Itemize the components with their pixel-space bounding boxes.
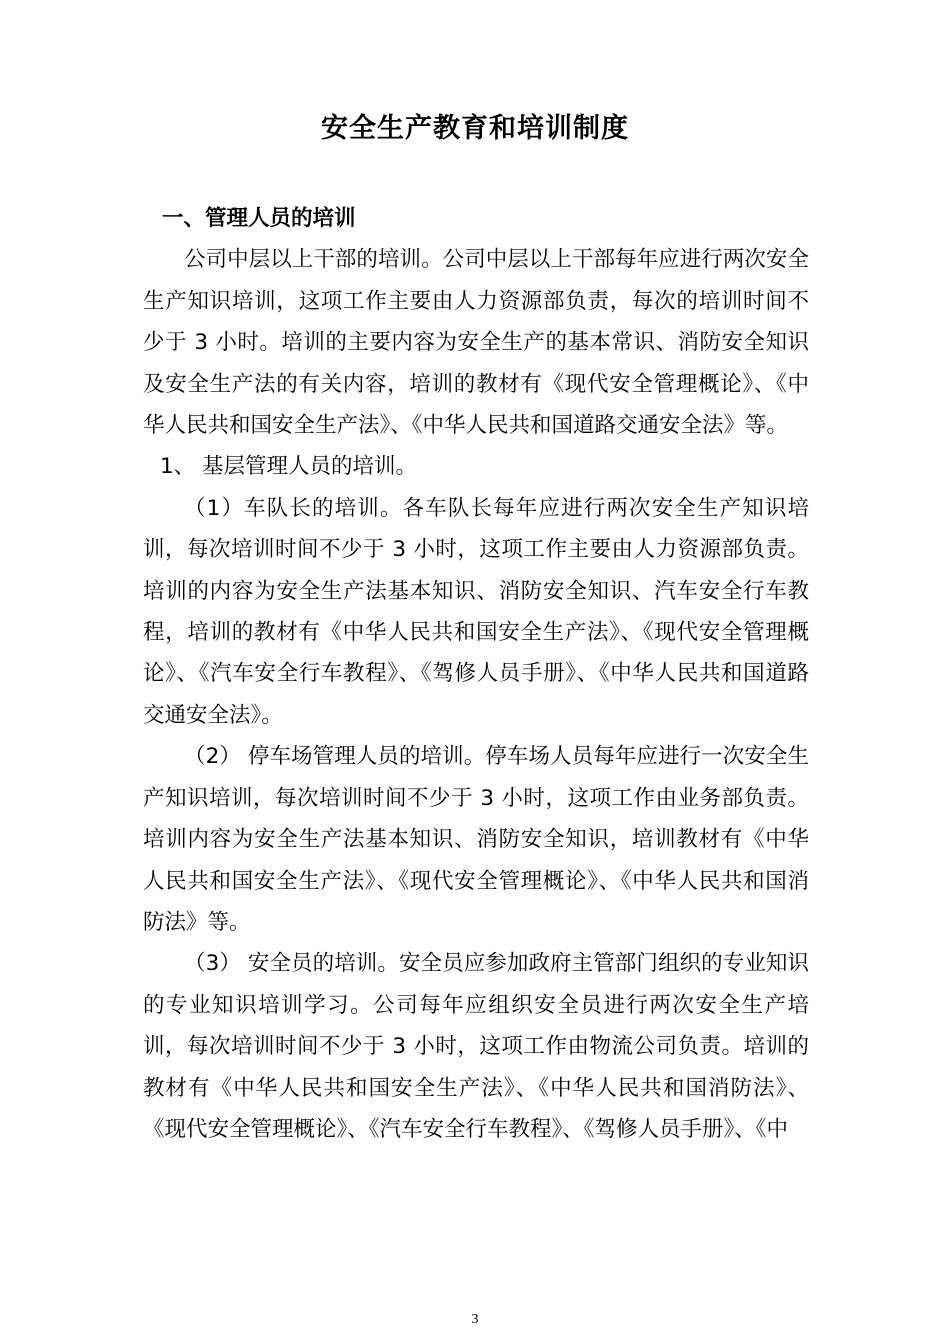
section-heading: 一、管理人员的培训 — [162, 206, 356, 231]
sub-heading: 1、 基层管理人员的培训。 — [160, 454, 418, 480]
paragraph-team-leader: （1）车队长的培训。各车队长每年应进行两次安全生产知识培训，每次培训时间不少于 3 小时，这项工作主要由人力资源部负责。培训的内容为安全生产法基本知识、消防安全知识、汽车安全行车教程，培训的教材有《中华人民共和国安全生产法》、《现代安全管理概论》、《汽车安全行车教程》、《驾修人员手册》、《中华人民共和国道路交通安全法》。 — [143, 495, 809, 728]
document-body — [143, 198, 809, 1150]
page-number: 3 — [471, 1312, 479, 1327]
document-title: 安全生产教育和培训制度 — [321, 113, 629, 144]
paragraph-parking-staff: （2） 停车场管理人员的培训。停车场人员每年应进行一次安全生产知识培训，每次培训时间不少于 3 小时，这项工作由业务部负责。培训内容为安全生产法基本知识、消防安全知识，培训教材有《中华人民共和国安全生产法》、《现代安全管理概论》、《中华人民共和国消防法》等。 — [143, 744, 809, 935]
paragraph-intro: 公司中层以上干部的培训。公司中层以上干部每年应进行两次安全生产知识培训，这项工作主要由人力资源部负责，每次的培训时间不少于 3 小时。培训的主要内容为安全生产的基本常识、消防安全知识及安全生产法的有关内容，培训的教材有《现代安全管理概论》、《中华人民共和国安全生产法》、《中华人民共和国道路交通安全法》等。 — [143, 247, 809, 439]
paragraph-safety-officer: （3） 安全员的培训。安全员应参加政府主管部门组织的专业知识的专业知识培训学习。公司每年应组织安全员进行两次安全生产培训，每次培训时间不少于 3 小时，这项工作由物流公司负责。培训的教材有《中华人民共和国安全生产法》、《中华人民共和国消防法》、《现代安全管理概论》、《汽车安全行车教程》、《驾修人员手册》、《中 — [143, 951, 809, 1142]
